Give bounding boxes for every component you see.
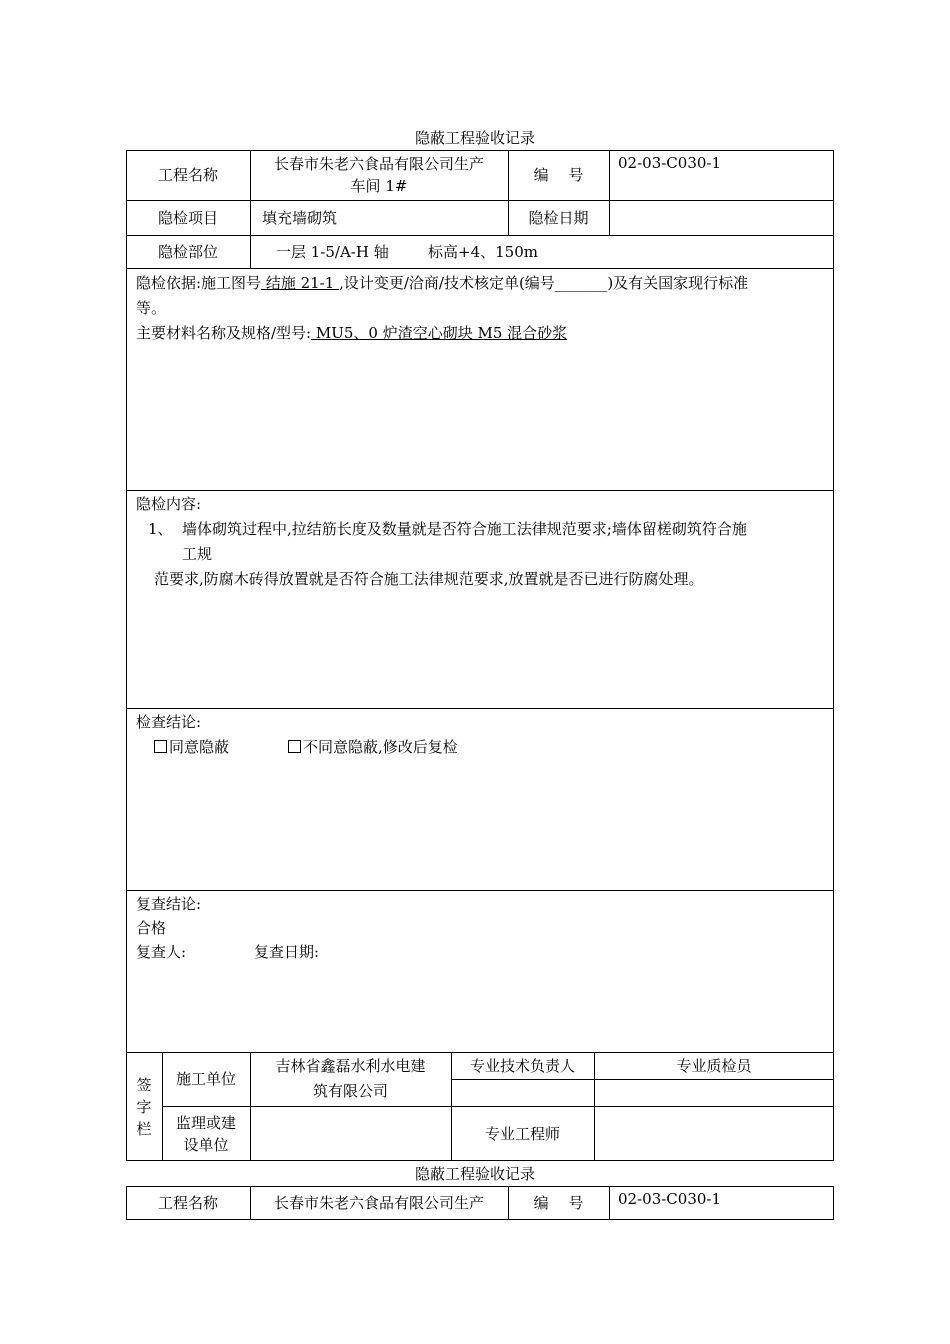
project-name-line1: 长春市朱老六食品有限公司生产 bbox=[273, 155, 484, 173]
form-title: 隐蔽工程验收记录 bbox=[414, 129, 535, 147]
materials-label: 主要材料名称及规格/型号: bbox=[136, 324, 312, 342]
qc-label: 专业质检员 bbox=[676, 1056, 752, 1075]
date-label: 隐检日期 bbox=[528, 208, 589, 227]
sign-char: 字 bbox=[136, 1097, 152, 1116]
agree-label: 同意隐蔽 bbox=[169, 738, 230, 756]
page2-number-value: 02-03-C030-1 bbox=[618, 1190, 722, 1208]
disagree-option[interactable] bbox=[288, 735, 458, 759]
sign-column-label bbox=[126, 1052, 162, 1161]
disagree-label: 不同意隐蔽,修改后复检 bbox=[303, 738, 458, 756]
basis-suffix: )及有关国家现行标准 bbox=[607, 274, 749, 292]
project-name-label: 工程名称 bbox=[157, 166, 218, 184]
row-divider bbox=[451, 1079, 834, 1080]
supervisor-line1: 监理或建 bbox=[175, 1113, 236, 1132]
project-name-line2: 车间 1# bbox=[350, 177, 408, 195]
materials-value: MU5、0 炉渣空心砌块 M5 混合砂浆 bbox=[311, 324, 568, 342]
page2-title: 隐蔽工程验收记录 bbox=[414, 1165, 535, 1183]
sign-char: 签 bbox=[136, 1075, 152, 1094]
disagree-checkbox[interactable] bbox=[288, 740, 301, 753]
page2-number-label: 编 号 bbox=[533, 1194, 584, 1212]
sign-char: 栏 bbox=[136, 1119, 152, 1138]
row-divider bbox=[126, 890, 834, 891]
recheck-result: 合格 bbox=[136, 919, 167, 937]
page2-col-divider bbox=[609, 1186, 610, 1220]
content-item1-number: 1、 bbox=[148, 520, 173, 538]
construction-unit-line2: 筑有限公司 bbox=[312, 1082, 388, 1100]
project-name-value bbox=[250, 150, 508, 200]
col-divider bbox=[609, 150, 610, 235]
supervisor-line2: 设单位 bbox=[183, 1135, 229, 1154]
construction-unit-line1: 吉林省鑫磊水利水电建 bbox=[275, 1057, 426, 1075]
agree-option[interactable] bbox=[154, 735, 229, 759]
basis-line1 bbox=[136, 271, 748, 295]
number-value: 02-03-C030-1 bbox=[618, 154, 722, 172]
content-label: 隐检内容: bbox=[136, 495, 202, 513]
recheck-label: 复查结论: bbox=[136, 895, 202, 913]
location-label: 隐检部位 bbox=[157, 242, 218, 261]
content-item1-line3: 范要求,防腐木砖得放置就是否符合施工法律规范要求,放置就是否已进行防腐处理。 bbox=[154, 570, 704, 588]
construction-unit-label: 施工单位 bbox=[175, 1070, 236, 1088]
row-divider bbox=[126, 708, 834, 709]
location-value: 一层 1-5/A-H 轴 bbox=[276, 243, 389, 261]
basis-line2: 等。 bbox=[136, 299, 167, 317]
content-item1-continuation: 工规 bbox=[182, 545, 213, 563]
recheck-date-label: 复查日期: bbox=[254, 943, 320, 961]
page2-project-name-label: 工程名称 bbox=[157, 1194, 218, 1212]
row-divider bbox=[126, 490, 834, 491]
basis-prefix: 隐检依据:施工图号 bbox=[136, 274, 262, 292]
row-divider bbox=[126, 268, 834, 269]
number-label: 编 号 bbox=[533, 166, 584, 184]
conclusion-label: 检查结论: bbox=[136, 713, 202, 731]
construction-unit-value bbox=[250, 1052, 451, 1106]
item-label: 隐检项目 bbox=[157, 208, 218, 227]
engineer-label: 专业工程师 bbox=[484, 1124, 560, 1143]
page2-project-name-value: 长春市朱老六食品有限公司生产 bbox=[273, 1194, 484, 1212]
content-item1-text: 墙体砌筑过程中,拉结筋长度及数量就是否符合施工法律规范要求;墙体留槎砌筑符合施 bbox=[182, 520, 747, 538]
drawing-number: 结施 21-1 bbox=[261, 274, 340, 292]
elevation-value: 标高+4、150m bbox=[428, 243, 538, 261]
agree-checkbox[interactable] bbox=[154, 740, 167, 753]
tech-lead-label: 专业技术负责人 bbox=[469, 1056, 575, 1075]
item-value: 填充墙砌筑 bbox=[262, 209, 338, 227]
change-number: _______ bbox=[554, 274, 608, 292]
materials-line bbox=[136, 321, 567, 345]
table-border bbox=[126, 150, 834, 1161]
supervisor-label bbox=[162, 1106, 250, 1161]
reviewer-label: 复查人: bbox=[136, 943, 187, 961]
basis-mid: ,设计变更/洽商/技术核定单(编号 bbox=[339, 274, 555, 292]
